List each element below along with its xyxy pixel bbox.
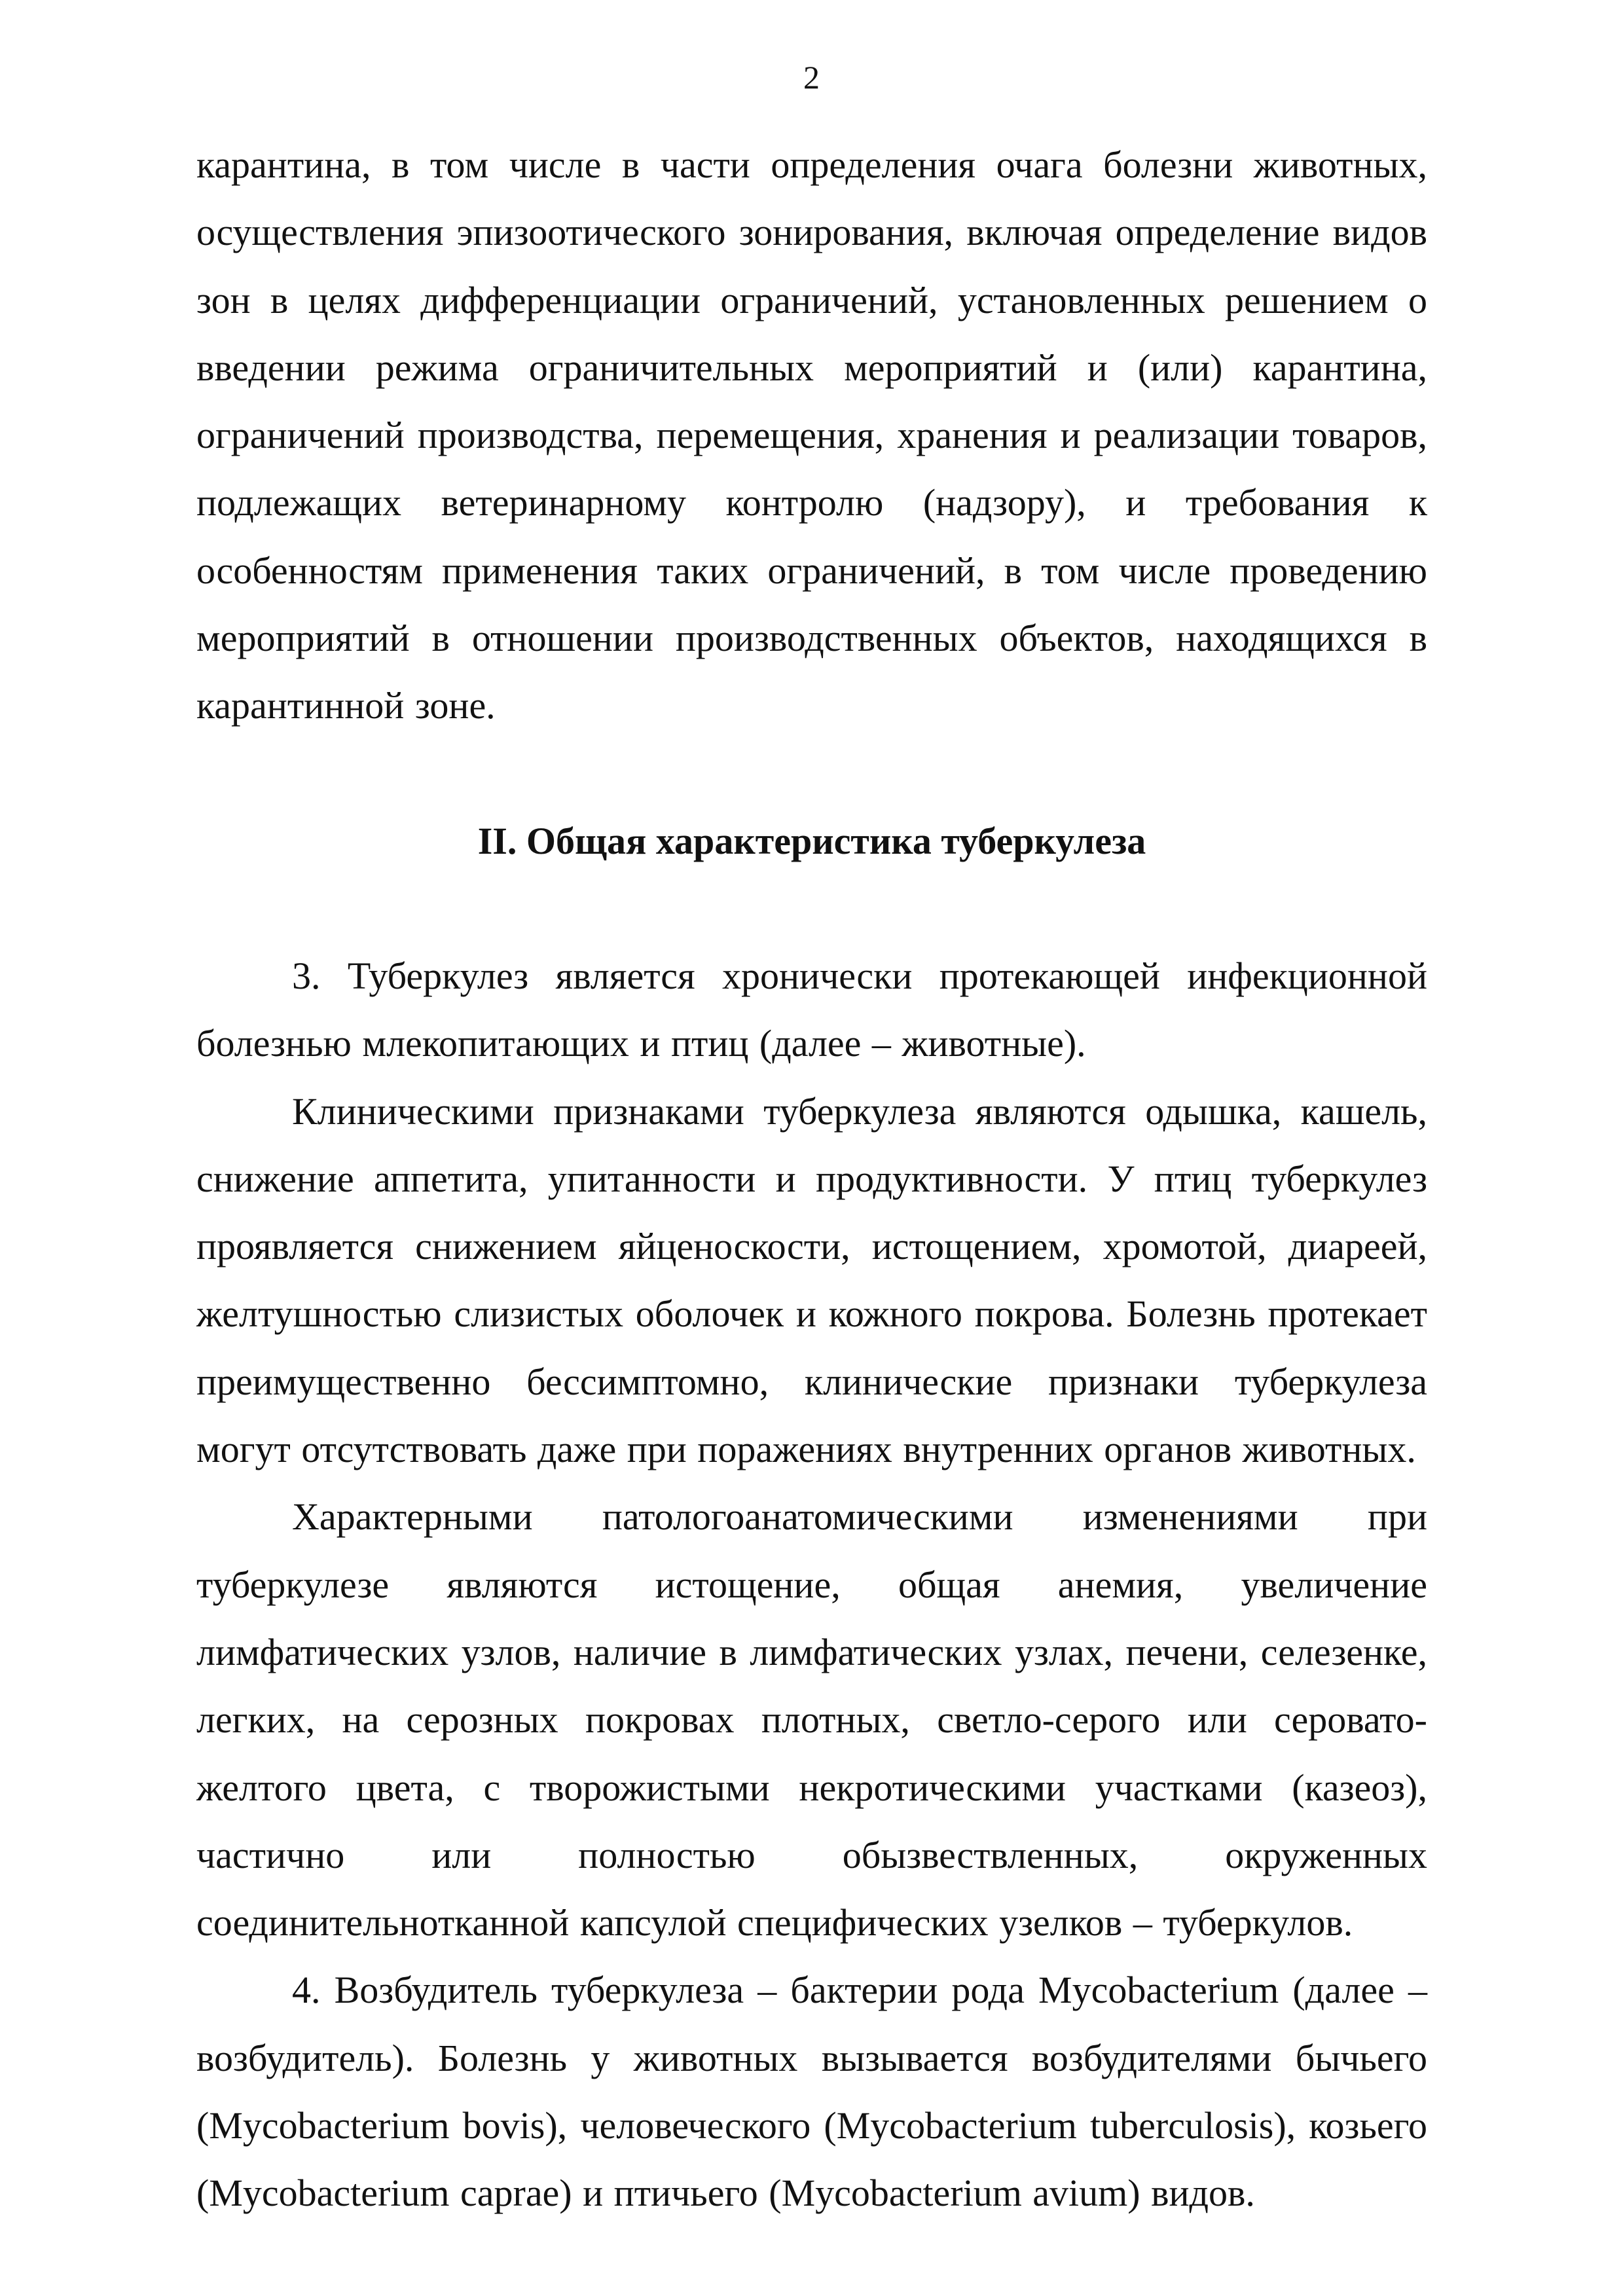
paragraph-pathology: Характерными патологоанатомическими изменениями при туберкулезе являются истощение, общая анемия, увеличение лимфатических узлов, наличие в лимфатических узлах, печени, селезенке, легких, на серозных покровах плотных, светло-серого или серовато-желтого цвета, с творожистыми некротическими участками (казеоз), частично или полностью обызвествленных, окруженных соединительнотканной капсулой специфических узелков – туберкулов. [196, 1495, 1427, 1944]
section-heading: II. Общая характеристика туберкулеза [477, 819, 1146, 862]
spacer [196, 875, 1427, 942]
spacer [196, 740, 1427, 807]
paragraph-item-3: 3. Туберкулез является хронически протекающей инфекционной болезнью млекопитающих и птиц (далее – животные). [196, 954, 1427, 1065]
paragraph-intro: карантина, в том числе в части определения очага болезни животных, осуществления эпизоотического зонирования, включая определение видов зон в целях дифференциации ограничений, установленных решением о введении режима ограничительных мероприятий и (или) карантина, ограничений производства, перемещения, хранения и реализации товаров, подлежащих ветеринарному контролю (надзору), и требования к особенностям применения таких ограничений, в том числе проведению мероприятий в отношении производственных объектов, находящихся в карантинной зоне. [196, 143, 1427, 727]
page-number: 2 [803, 59, 820, 96]
paragraph-clinical-signs: Клиническими признаками туберкулеза являются одышка, кашель, снижение аппетита, упитанности и продуктивности. У птиц туберкулез проявляется снижением яйценоскости, истощением, хромотой, диареей, желтушностью слизистых оболочек и кожного покрова. Болезнь протекает преимущественно бессимптомно, клинические признаки туберкулеза могут отсутствовать даже при поражениях внутренних органов животных. [196, 1089, 1427, 1471]
document-body [196, 131, 1427, 2227]
paragraph-item-4: 4. Возбудитель туберкулеза – бактерии рода Mycobacterium (далее – возбудитель). Болезнь у животных вызывается возбудителями бычьего (Mycobacterium bovis), человеческого (Mycobacterium tuberculosis), козьего (Mycobacterium caprae) и птичьего (Mycobacterium avium) видов. [196, 1969, 1427, 2215]
